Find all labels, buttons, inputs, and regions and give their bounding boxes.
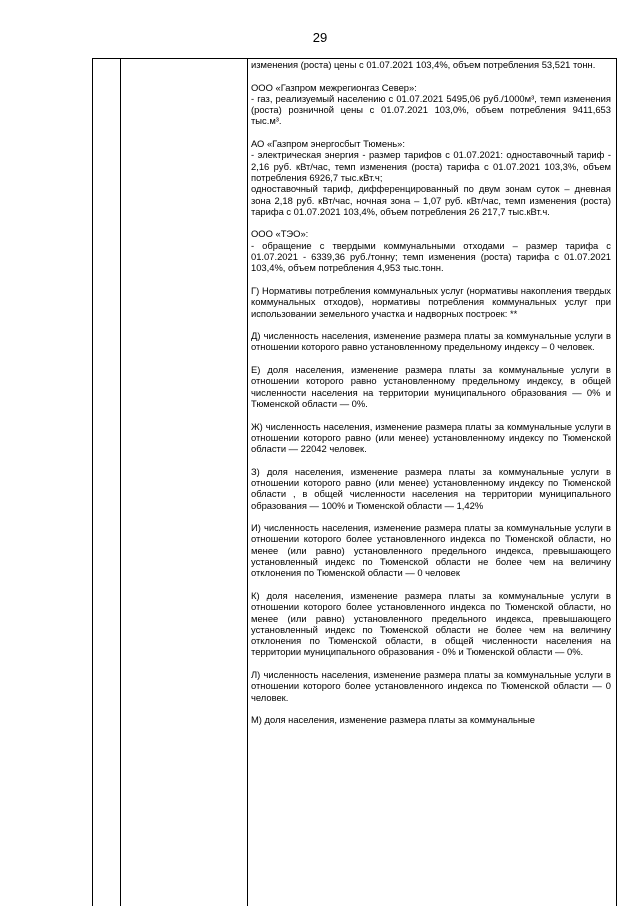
text-line: Л) численность населения, изменение размера платы за коммунальные услуги в отношении которого более установленного индекса по Тюменской области — 0 человек. bbox=[251, 669, 611, 703]
table-border-left bbox=[92, 59, 93, 906]
text-line: Ж) численность населения, изменение размера платы за коммунальные услуги в отношении которого равно (или менее) установленному индексу по Тюменской области — 22042 человек. bbox=[251, 420, 611, 455]
text-line: - обращение с твердыми коммунальными отходами – размер тарифа с 01.07.2021 - 6339,36 руб./тонну; темп изменения (роста) тарифа с 01.07.2021 103,4%, объем потребления 4,953 тыс.тонн. bbox=[251, 239, 611, 274]
text-line: Е) доля населения, изменение размера платы за коммунальные услуги в отношении которого равно установленному предельному индексу, в общей численности населения на территории муниципального образования — 0% и Тюменской области — 0%. bbox=[251, 364, 611, 409]
paragraph bbox=[251, 228, 611, 273]
paragraph bbox=[251, 522, 611, 578]
text-line: АО «Газпром энергосбыт Тюмень»: bbox=[251, 138, 405, 150]
table-column-divider bbox=[247, 59, 248, 906]
table-cell-text bbox=[251, 59, 611, 726]
paragraph bbox=[251, 669, 611, 703]
text-line: - газ, реализуемый населению с 01.07.2021 5495,06 руб./1000м³, темп изменения (роста) розничной цены с 01.07.2021 103,0%, объем потребления 9411,653 тыс.м³. bbox=[251, 92, 611, 127]
paragraph bbox=[251, 82, 611, 127]
table-border-right bbox=[616, 59, 617, 906]
text-line: Д) численность населения, изменение размера платы за коммунальные услуги в отношении которого равно установленному предельному индексу – 0 человек. bbox=[251, 330, 611, 353]
text-line: одноставочный тариф, дифференцированный по двум зонам суток – дневная зона 2,18 руб. кВт/час, ночная зона – 1,07 руб. кВт/час, темп изменения (роста) тарифа с 01.07.2021 103,4%, объем потребления 26 217,7 тыс.кВт.ч. bbox=[251, 183, 611, 217]
paragraph bbox=[251, 590, 611, 658]
page-number: 29 bbox=[312, 30, 328, 45]
text-line: изменения (роста) цены с 01.07.2021 103,4%, объем потребления 53,521 тонн. bbox=[251, 59, 596, 70]
text-line: К) доля населения, изменение размера платы за коммунальные услуги в отношении которого более установленного индекса по Тюменской области, но менее (или равно) установленного предельного индекса, превышающего установленный индекс по Тюменской области не более чем на величину отклонения по Тюменской области, в общей численности населения на территории муниципального образования - 0% и Тюменской области — 0%. bbox=[251, 589, 611, 658]
text-line: - электрическая энергия - размер тарифов с 01.07.2021: одноставочный тариф - 2,16 руб. кВт/час, темп изменения (роста) тарифа с 01.07.2021 103,3%, объем потребления 6926,7 тыс.кВт.ч; bbox=[251, 149, 611, 183]
paragraph bbox=[251, 330, 611, 353]
paragraph bbox=[251, 421, 611, 455]
paragraph bbox=[251, 364, 611, 409]
paragraph bbox=[251, 138, 611, 217]
paragraph bbox=[251, 466, 611, 511]
text-line: М) доля населения, изменение размера платы за коммунальные bbox=[251, 714, 535, 726]
table-column-divider bbox=[120, 59, 121, 906]
text-line: ООО «Газпром межрегионгаз Север»: bbox=[251, 81, 417, 93]
document-table bbox=[92, 58, 617, 906]
text-line: ООО «ТЭО»: bbox=[251, 228, 309, 240]
text-line: Г) Нормативы потребления коммунальных услуг (нормативы накопления твердых коммунальных отходов), нормативы потребления коммунальных услуг при использовании земельного участка и надворных построек: ** bbox=[251, 284, 611, 319]
text-line: З) доля населения, изменение размера платы за коммунальные услуги в отношении которого равно (или менее) установленному индексу по Тюменской области , в общей численности населения на территории муниципального образования — 100% и Тюменской области — 1,42% bbox=[251, 465, 611, 511]
paragraph bbox=[251, 714, 611, 725]
paragraph bbox=[251, 285, 611, 319]
paragraph bbox=[251, 59, 611, 70]
text-line: И) численность населения, изменение размера платы за коммунальные услуги в отношении которого более установленного индекса по Тюменской области, но менее (или равно) установленного предельного индекса, превышающего установленный индекс по Тюменской области не более чем на величину отклонения по Тюменской области — 0 человек bbox=[251, 522, 611, 579]
